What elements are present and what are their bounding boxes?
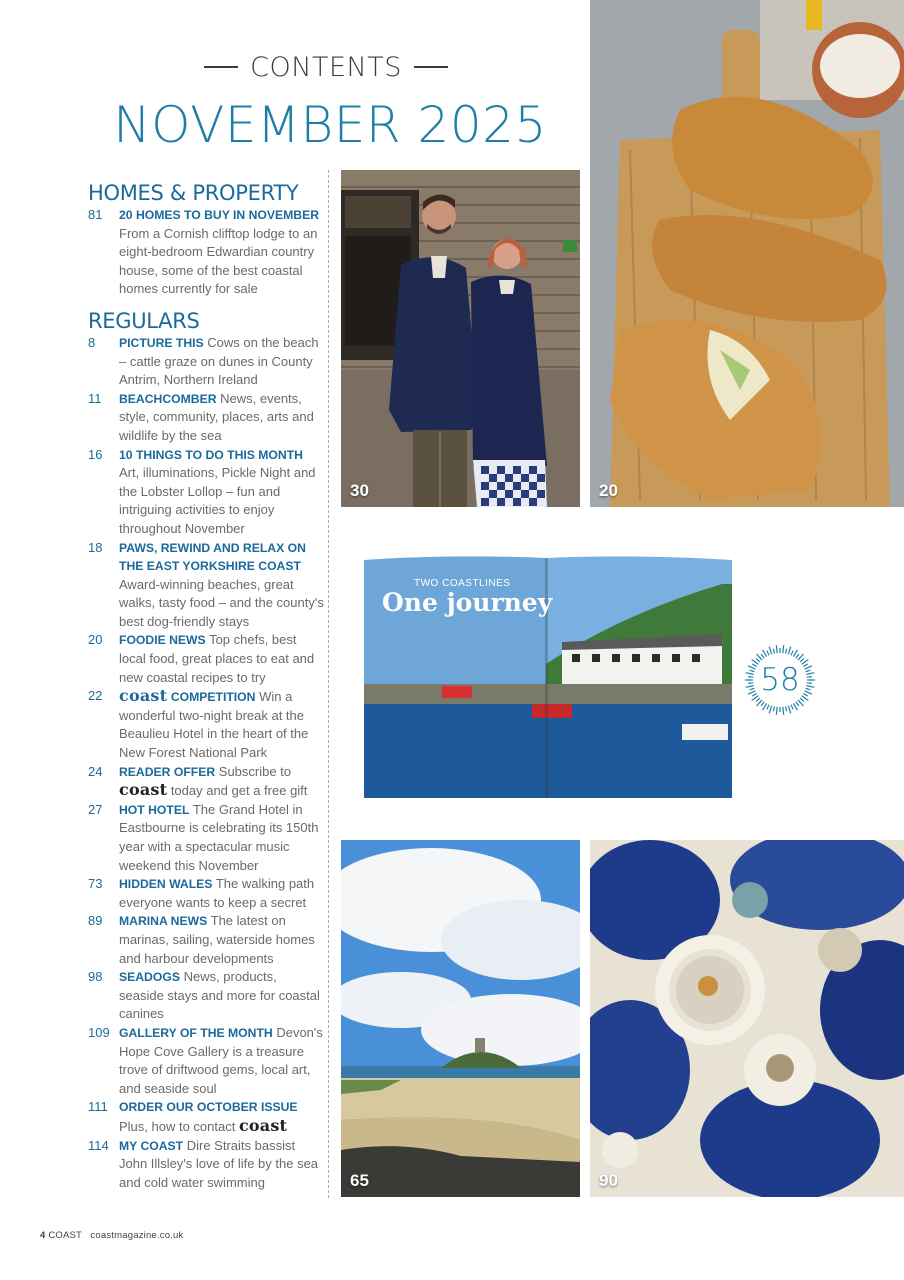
- badge-number: 58: [760, 662, 800, 698]
- entry-text: Dire Straits bassist John Illsley's love of life by the sea and cold water swimming: [119, 1137, 319, 1190]
- entry-text: Top chefs, best local food, great places to eat and new coastal recipes to try: [119, 632, 315, 685]
- list-item[interactable]: [88, 801, 324, 875]
- contents-label: [0, 52, 652, 83]
- coast-wordmark: coast: [238, 1115, 288, 1135]
- column-divider: [328, 170, 329, 1198]
- page-58-badge[interactable]: [744, 644, 816, 716]
- page-number: 20: [88, 632, 103, 648]
- list-item[interactable]: [88, 390, 324, 446]
- entry-text: News, events, style, community, places, arts and wildlife by the sea: [119, 390, 314, 443]
- pasties-photo-art: [590, 0, 904, 507]
- dash-right: [414, 66, 448, 68]
- list-item[interactable]: [88, 912, 324, 968]
- contents-text: CONTENTS: [250, 52, 402, 83]
- list-item[interactable]: [88, 1098, 324, 1136]
- dash-left: [204, 66, 238, 68]
- entry-text: Devon's Hope Cove Gallery is a treasure trove of driftwood gems, local art, and seaside soul: [119, 1024, 323, 1096]
- list-item[interactable]: [88, 1137, 324, 1193]
- entry-text: News, products, seaside stays and more for coastal canines: [119, 969, 320, 1022]
- list-item[interactable]: [88, 206, 324, 299]
- section-title-regulars: REGULARS: [88, 308, 200, 333]
- page-number: 18: [88, 539, 103, 555]
- entry-heading: ORDER OUR OCTOBER ISSUE: [119, 1100, 298, 1115]
- entry-text: Cows on the beach – cattle graze on dunes in County Antrim, Northern Ireland: [119, 334, 319, 388]
- coast-wordmark: coast: [119, 780, 168, 800]
- page-number: 81: [88, 207, 103, 222]
- image-page-number: 90: [599, 1171, 618, 1190]
- entry-heading: COMPETITION: [170, 690, 256, 705]
- couple-photo[interactable]: [341, 170, 580, 507]
- textile-photo[interactable]: [590, 840, 904, 1197]
- entry-text: Subscribe to: [218, 763, 292, 779]
- entry-heading: FOODIE NEWS: [119, 633, 206, 648]
- image-page-number: 30: [350, 481, 369, 500]
- entry-heading: HOT HOTEL: [119, 802, 190, 817]
- list-item[interactable]: [88, 446, 324, 539]
- page-number: 8: [88, 334, 96, 350]
- entry-heading: PAWS, REWIND AND RELAX ON THE EAST YORKSHIRE COAST: [119, 540, 306, 574]
- page-number: 111: [88, 1099, 108, 1115]
- list-item[interactable]: [88, 875, 324, 912]
- page-number: 114: [88, 1137, 109, 1153]
- footer-magazine: COAST: [48, 1230, 82, 1241]
- page-number: 98: [88, 969, 103, 985]
- pasties-photo[interactable]: [590, 0, 904, 507]
- entry-text-2: today and get a free gift: [170, 783, 308, 799]
- entry-heading: BEACHCOMBER: [119, 391, 217, 406]
- entry-heading: SEADOGS: [119, 970, 180, 985]
- page-number: 109: [88, 1024, 110, 1040]
- entry-text: Win a wonderful two-night break at the Beaulieu Hotel in the heart of the New Forest National Park: [119, 689, 309, 761]
- entry-heading: MY COAST: [119, 1138, 184, 1153]
- section-title-homes: HOMES & PROPERTY: [88, 181, 299, 205]
- entry-text: Award-winning beaches, great walks, tasty food – and the county's best dog-friendly stays: [119, 576, 324, 629]
- list-item[interactable]: [88, 539, 324, 632]
- list-item[interactable]: [88, 687, 324, 762]
- entry-text: The Grand Hotel in Eastbourne is celebrating its 150th year with a spectacular music weekend this November: [119, 801, 319, 873]
- list-item[interactable]: [88, 763, 324, 801]
- entry-heading: READER OFFER: [119, 764, 216, 779]
- page-number: 89: [88, 913, 103, 929]
- footer-url: coastmagazine.co.uk: [90, 1230, 184, 1241]
- image-page-number: 65: [350, 1171, 369, 1190]
- entry-heading: 10 THINGS TO DO THIS MONTH: [119, 447, 303, 462]
- list-item[interactable]: [88, 334, 324, 390]
- page-number: 16: [88, 446, 103, 462]
- couple-photo-art: [341, 170, 580, 507]
- page-number: 73: [88, 876, 103, 892]
- page-number: 22: [88, 688, 103, 704]
- island-photo[interactable]: [341, 840, 580, 1197]
- entry-heading: 20 HOMES TO BUY IN NOVEMBER: [119, 208, 320, 222]
- footer-page-number: 4: [40, 1230, 46, 1241]
- entry-heading: PICTURE THIS: [119, 335, 204, 350]
- entry-text: Art, illuminations, Pickle Night and the Lobster Lollop – fun and intriguing activities to enjoy throughout November: [119, 465, 316, 536]
- page-number: 11: [88, 390, 102, 406]
- page-number: 27: [88, 801, 103, 817]
- entry-heading: MARINA NEWS: [119, 914, 208, 929]
- list-item[interactable]: [88, 631, 324, 687]
- entry-text: Plus, how to contact: [119, 1118, 236, 1134]
- spread-title: One journey: [382, 588, 553, 617]
- entry-text: The walking path everyone wants to keep a secret: [119, 876, 315, 910]
- contents-list: [88, 180, 324, 1192]
- page-footer: [40, 1230, 183, 1241]
- issue-month-title: NOVEMBER 2025: [113, 96, 547, 154]
- magazine-spread[interactable]: [362, 554, 736, 800]
- island-photo-art: [341, 840, 580, 1197]
- entry-text: The latest on marinas, sailing, waterside homes and harbour developments: [119, 913, 315, 966]
- textile-photo-art: [590, 840, 904, 1197]
- image-page-number: 20: [599, 481, 618, 500]
- entry-heading: GALLERY OF THE MONTH: [119, 1025, 273, 1040]
- coast-wordmark: coast: [119, 686, 168, 706]
- page-number: 24: [88, 763, 103, 779]
- spread-kicker: TWO COASTLINES: [414, 578, 511, 589]
- list-item[interactable]: [88, 1024, 324, 1098]
- entry-text: From a Cornish clifftop lodge to an eight-bedroom Edwardian country house, some of the best coastal homes currently for sale: [119, 225, 318, 297]
- list-item[interactable]: [88, 968, 324, 1024]
- entry-heading: HIDDEN WALES: [119, 877, 213, 892]
